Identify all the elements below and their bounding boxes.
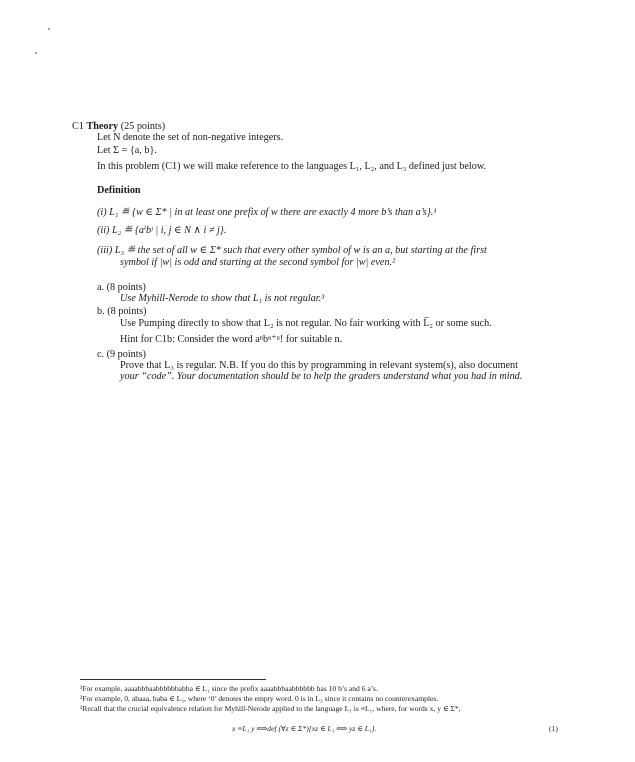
footnote-1: ¹For example, aaaabbbaabbbbbbabba ∈ L₁ since the prefix aaaabbbaabbbbbb has 10 b’s and 6 a’s. — [80, 684, 378, 693]
scan-speck — [48, 28, 50, 30]
definition-heading: Definition — [97, 185, 141, 196]
part-c-text-2: your “code”. Your documentation should be to help the graders understand what you had in mind. — [120, 371, 523, 382]
definition-item-iii-cont: symbol if |w| is odd and starting at the second symbol for |w| even.² — [120, 257, 396, 268]
definition-item-i: (i) L₁ ≝ {w ∈ Σ* | in at least one prefix of w there are exactly 4 more b’s than a’s}.¹ — [97, 207, 437, 218]
intro-line-1: Let N denote the set of non-negative integers. — [97, 132, 284, 143]
equation-number: (1) — [549, 724, 558, 733]
problem-points: (25 points) — [120, 121, 166, 132]
problem-title: Theory — [86, 121, 119, 132]
part-b-label: b. (8 points) — [97, 306, 147, 317]
definition-item-ii: (ii) L₂ ≝ {aⁱbʲ | i, j ∈ N ∧ i ≠ j}. — [97, 225, 227, 236]
footnote-equation: x ≡L₁ y ⟺def (∀z ∈ Σ*)[xz ∈ L₁ ⟺ yz ∈ L₁]. — [232, 724, 377, 733]
part-b-hint: Hint for C1b: Consider the word aⁿbⁿ⁺ⁿ! for suitable n. — [120, 334, 343, 345]
intro-line-2: Let Σ = {a, b}. — [97, 145, 157, 156]
part-b-text: Use Pumping directly to show that L₂ is not regular. No fair working with L̅₂ or some such. — [120, 318, 492, 329]
footnote-rule — [80, 679, 266, 680]
definition-item-iii: (iii) L₃ ≝ the set of all w ∈ Σ* such that every other symbol of w is an a, but starting at the first — [97, 245, 487, 256]
part-c-text-1: Prove that L₃ is regular. N.B. If you do this by programming in relevant system(s), also document — [120, 360, 518, 371]
intro-line-3: In this problem (C1) we will make reference to the languages L₁, L₂, and L₃ defined just below. — [97, 161, 487, 172]
footnote-2: ²For example, 0, abaaa, baba ∈ L₃, where ‘0’ denotes the empty word. 0 is in L₃ since it contains no counterexamples. — [80, 694, 439, 703]
part-c-label: c. (9 points) — [97, 349, 146, 360]
scan-speck — [35, 52, 37, 54]
problem-id: C1 — [72, 121, 84, 132]
footnote-3: ³Recall that the crucial equivalence relation for Myhill-Nerode applied to the language L₁ is ≡L₁, where, for words x, y ∈ Σ*, — [80, 704, 461, 713]
part-a-text: Use Myhill-Nerode to show that L₁ is not regular.³ — [120, 293, 325, 304]
part-a-label: a. (8 points) — [97, 282, 146, 293]
